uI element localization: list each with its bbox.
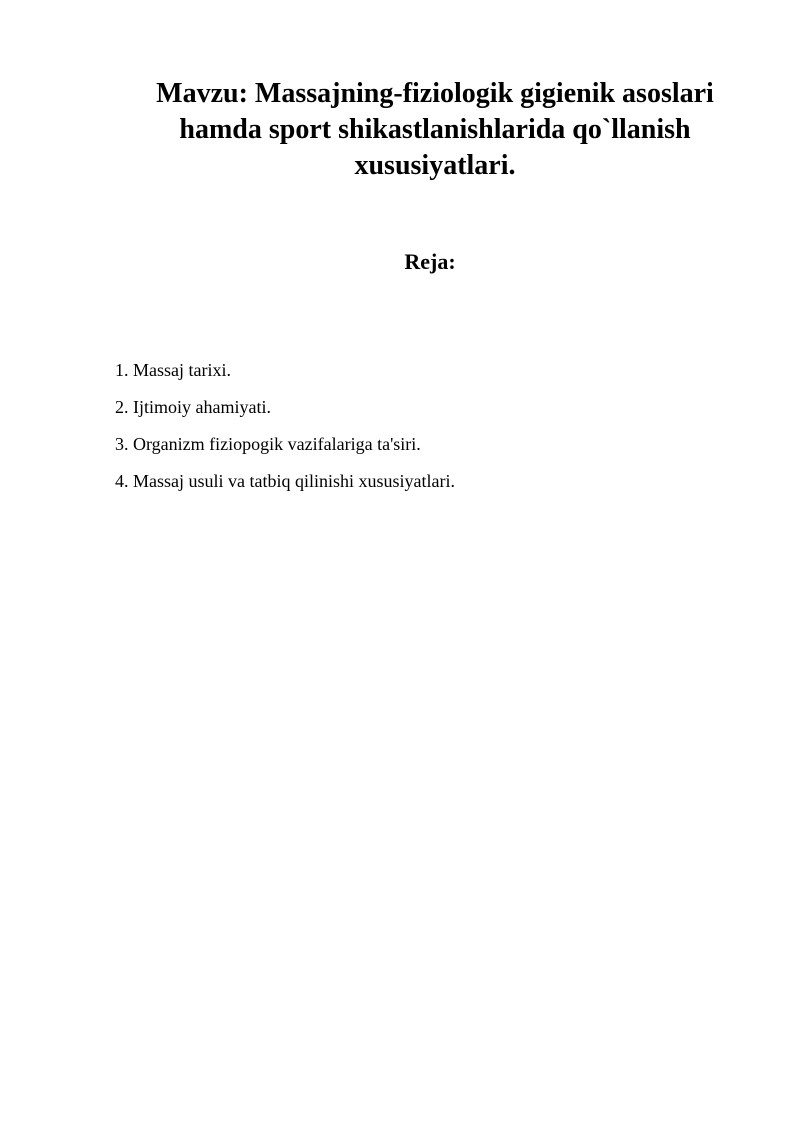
plan-item-1: 1. Massaj tarixi. xyxy=(115,360,231,380)
plan-list xyxy=(115,356,455,504)
title-line-2: hamda sport shikastlanishlarida qo`llanish xyxy=(179,114,691,145)
plan-item-2: 2. Ijtimoiy ahamiyati. xyxy=(115,397,271,417)
plan-item-4: 4. Massaj usuli va tatbiq qilinishi xususiyatlari. xyxy=(115,471,455,491)
document-title xyxy=(130,76,740,184)
plan-item-3: 3. Organizm fiziopogik vazifalariga ta'siri. xyxy=(115,434,421,454)
title-line-1: Mavzu: Massajning-fiziologik gigienik asoslari xyxy=(156,78,714,109)
title-line-3: xususiyatlari. xyxy=(354,150,516,181)
plan-heading: Reja: xyxy=(404,249,456,274)
